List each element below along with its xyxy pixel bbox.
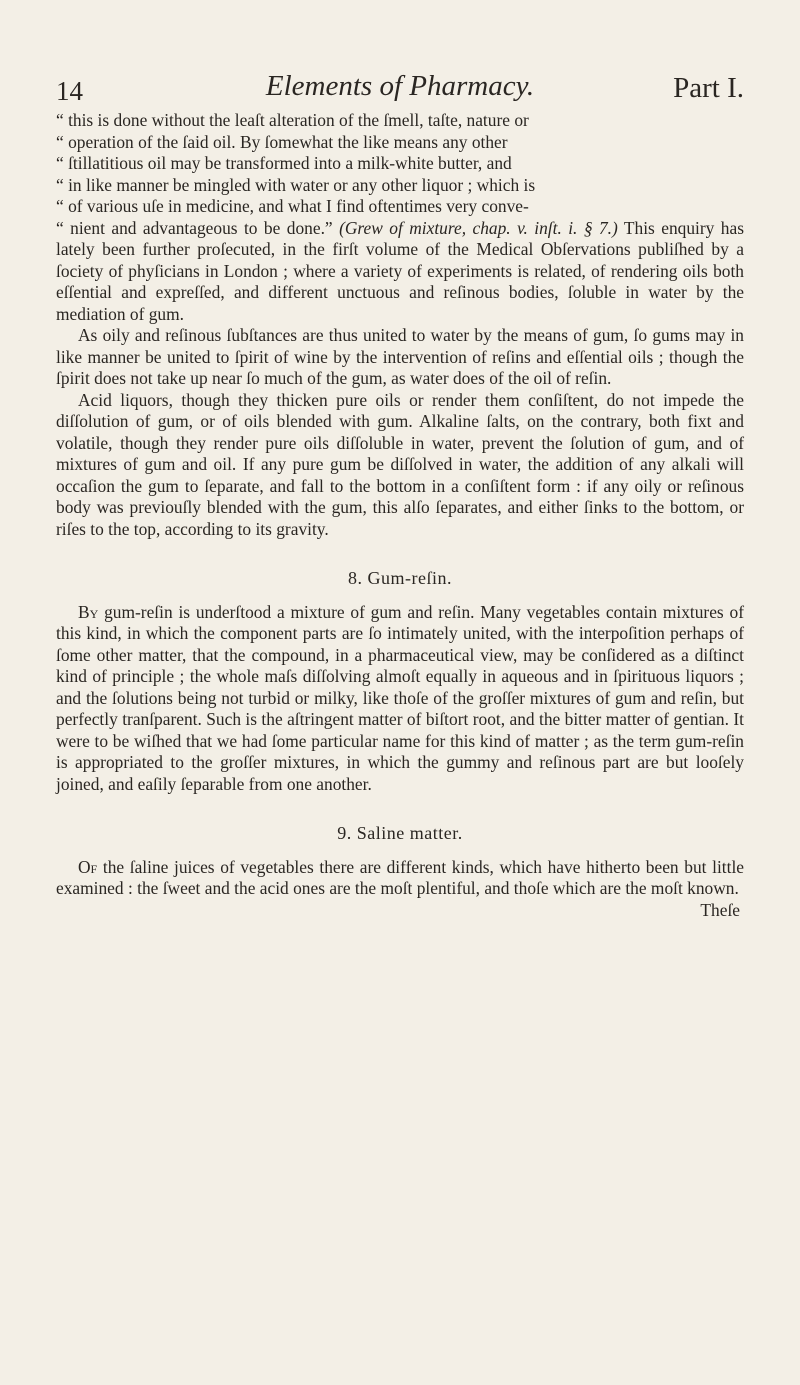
section-heading-saline-matter: 9. Saline matter.	[337, 823, 463, 843]
quote-end: “	[56, 217, 71, 238]
first-word: By	[78, 601, 99, 622]
citation: (Grew of mixture, chap. v. inſt. i. § 7.)	[339, 217, 618, 238]
catchword: Theſe	[700, 899, 740, 920]
paragraph-gum-resin	[56, 602, 744, 796]
page-number: 14	[56, 76, 83, 106]
paragraph-1	[56, 218, 744, 326]
quote-line: “ this is done without the leaſt alteration of the ſmell, taſte, nature or	[56, 110, 744, 132]
quotation-block	[56, 110, 744, 218]
running-header	[56, 70, 744, 110]
running-title: Elements of Pharmacy.	[265, 70, 535, 102]
first-word: Of	[78, 856, 98, 877]
part-label: Part I.	[673, 72, 744, 104]
paragraph-2: As oily and reſinous ſubſtances are thus united to water by the means of gum, ſo gums may in like manner be united to ſpirit of wine by the intervention of reſins and eſſential oils ; though the ſpirit does not take up near ſo much of the gum, as water does of the oil of reſin.	[56, 325, 744, 388]
paragraph-saline-matter	[56, 857, 744, 900]
body-text	[56, 110, 744, 900]
quote-line: “ ſtillatitious oil may be transformed into a milk-white butter, and	[56, 153, 744, 175]
paragraph-1-rest: This enquiry has lately been further proſecuted, in the firſt volume of the Medical Obſervations publiſhed by a ſociety of phyſicians in London ; where a variety of experiments is related, of rendering oils both eſſential and expreſſed, and different unctuous and reſinous bodies, ſoluble in water by the mediation of gum.	[56, 217, 744, 324]
quote-final: nient and advantageous to be done.”	[70, 217, 340, 238]
quote-line: “ of various uſe in medicine, and what I find oftentimes very conve-	[56, 196, 744, 218]
paragraph-text: gum-reſin is underſtood a mixture of gum and reſin. Many vegetables contain mixtures of this kind, in which the component parts are ſo intimately united, with the interpoſition perhaps of ſome other matter, that the compound, in a pharmaceutical view, may be conſidered as a diſtinct kind of principle ; the whole maſs diſſolving almoſt equally in aqueous and in ſpirituous liquors ; and the ſolutions being not turbid or milky, like thoſe of the groſſer mixtures of gum and reſin, but perfectly tranſparent. Such is the aſtringent matter of biſtort root, and the bitter matter of gentian. It were to be wiſhed that we had ſome particular name for this kind of matter ; as the term gum-reſin is appropriated to the groſſer mixtures, in which the gummy and reſinous part are but looſely joined, and eaſily ſeparable from one another.	[56, 601, 744, 794]
section-heading-gum-resin: 8. Gum-reſin.	[348, 568, 452, 588]
paragraph-3: Acid liquors, though they thicken pure oils or render them conſiſtent, do not impede the diſſolution of gum, or of oils blended with gum. Alkaline ſalts, on the contrary, both fixt and volatile, though they render pure oils diſſoluble in water, prevent the ſolution of gum, and of mixtures of gum and oil. If any pure gum be diſſolved in water, the addition of any alkali will occaſion the gum to ſeparate, and fall to the bottom in a conſiſtent form : if any oily or reſinous body was previouſly blended with the gum, this alſo ſeparates, and either ſinks to the bottom, or riſes to the top, according to its gravity.	[56, 389, 744, 539]
paragraph-text: the ſaline juices of vegetables there are different kinds, which have hitherto been but little examined : the ſweet and the acid ones are the moſt plentiful, and thoſe which are the moſt known.	[56, 856, 744, 898]
quote-line: “ operation of the ſaid oil. By ſomewhat the like means any other	[56, 132, 744, 154]
quote-line: “ in like manner be mingled with water or any other liquor ; which is	[56, 175, 744, 197]
